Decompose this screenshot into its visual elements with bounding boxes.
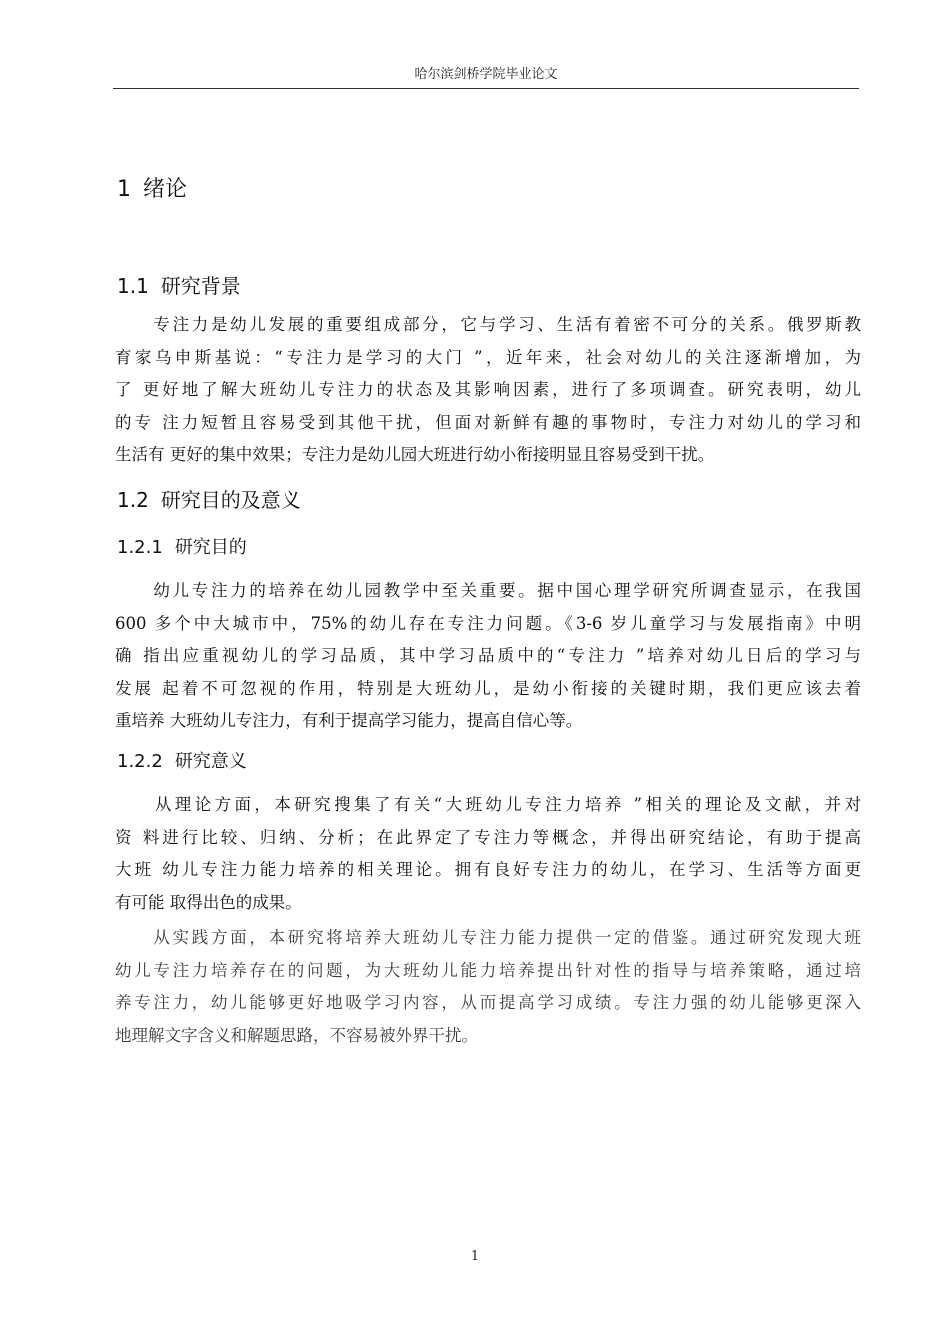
- section-number: 1.2: [117, 488, 149, 512]
- text-line: 育家乌申斯基说：“专注力是学习的大门 ”，近年来，社会对幼儿的关注逐渐增加，为: [115, 347, 861, 367]
- text-line: 幼儿专注力的培养在幼儿园教学中至关重要。据中国心理学研究所调查显示，在我国: [115, 581, 861, 600]
- section-heading-1-1: [117, 271, 241, 301]
- subsection-number: 1.2.1: [117, 537, 163, 558]
- text-line: 幼儿专注力培养存在的问题，为大班幼儿能力培养提出针对性的指导与培养策略，通过培: [115, 960, 861, 980]
- subsection-number: 1.2.2: [117, 751, 163, 772]
- paragraph-research-background: [115, 309, 861, 472]
- subsection-title: 研究意义: [174, 751, 247, 772]
- chapter-number: 1: [117, 177, 131, 202]
- text-line: 600 多个中大城市中，75%的幼儿存在专注力问题。《3-6 岁儿童学习与发展指南》中明: [115, 613, 861, 633]
- text-line: 专注力是幼儿发展的重要组成部分，它与学习、生活有着密不可分的关系。俄罗斯教: [115, 315, 861, 334]
- section-title: 研究目的及意义: [160, 488, 301, 512]
- text-line: 确 指出应重视幼儿的学习品质，其中学习品质中的“专注力 ”培养对幼儿日后的学习与: [115, 646, 861, 665]
- text-line: 发展 起着不可忽视的作用，特别是大班幼儿，是幼小衔接的关键时期，我们更应该去着: [115, 678, 861, 698]
- subsection-title: 研究目的: [174, 537, 247, 558]
- text-line: 有可能 取得出色的成果。: [115, 892, 302, 912]
- text-line: 生活有 更好的集中效果；专注力是幼儿园大班进行幼小衔接明显且容易受到干扰。: [115, 445, 715, 464]
- chapter-heading: [117, 174, 187, 206]
- text-line: 从理论方面，本研究搜集了有关“大班幼儿专注力培养 ”相关的理论及文献，并对: [115, 795, 861, 814]
- section-title: 研究背景: [160, 274, 241, 298]
- paragraph-theoretical-significance: [115, 789, 861, 919]
- page-number: 1: [470, 1249, 480, 1264]
- paragraph-research-purpose: [115, 575, 861, 738]
- text-line: 了 更好地了解大班幼儿专注力的状态及其影响因素，进行了多项调查。研究表明，幼儿: [115, 380, 861, 399]
- section-number: 1.1: [117, 274, 149, 298]
- header-rule: [113, 88, 859, 89]
- text-line: 养专注力，幼儿能够更好地吸学习内容，从而提高学习成绩。专注力强的幼儿能够更深入: [115, 993, 861, 1012]
- paragraph-practical-significance: [115, 922, 861, 1052]
- chapter-title: 绪论: [143, 177, 188, 202]
- text-line: 的专 注力短暂且容易受到其他干扰，但面对新鲜有趣的事物时，专注力对幼儿的学习和: [115, 412, 861, 432]
- text-line: 资 料进行比较、归纳、分析；在此界定了专注力等概念，并得出研究结论，有助于提高: [115, 827, 861, 847]
- running-header: 哈尔滨剑桥学院毕业论文: [414, 67, 558, 82]
- subsection-heading-1-2-1: [117, 534, 247, 562]
- text-line: 重培养 大班幼儿专注力，有利于提高学习能力，提高自信心等。: [115, 711, 583, 730]
- section-heading-1-2: [117, 485, 301, 515]
- subsection-heading-1-2-2: [117, 748, 247, 776]
- text-line: 从实践方面，本研究将培养大班幼儿专注力能力提供一定的借鉴。通过研究发现大班: [115, 928, 861, 947]
- text-line: 大班 幼儿专注力能力培养的相关理论。拥有良好专注力的幼儿，在学习、生活等方面更: [115, 860, 861, 879]
- text-line: 地理解文字含义和解题思路，不容易被外界干扰。: [115, 1025, 478, 1045]
